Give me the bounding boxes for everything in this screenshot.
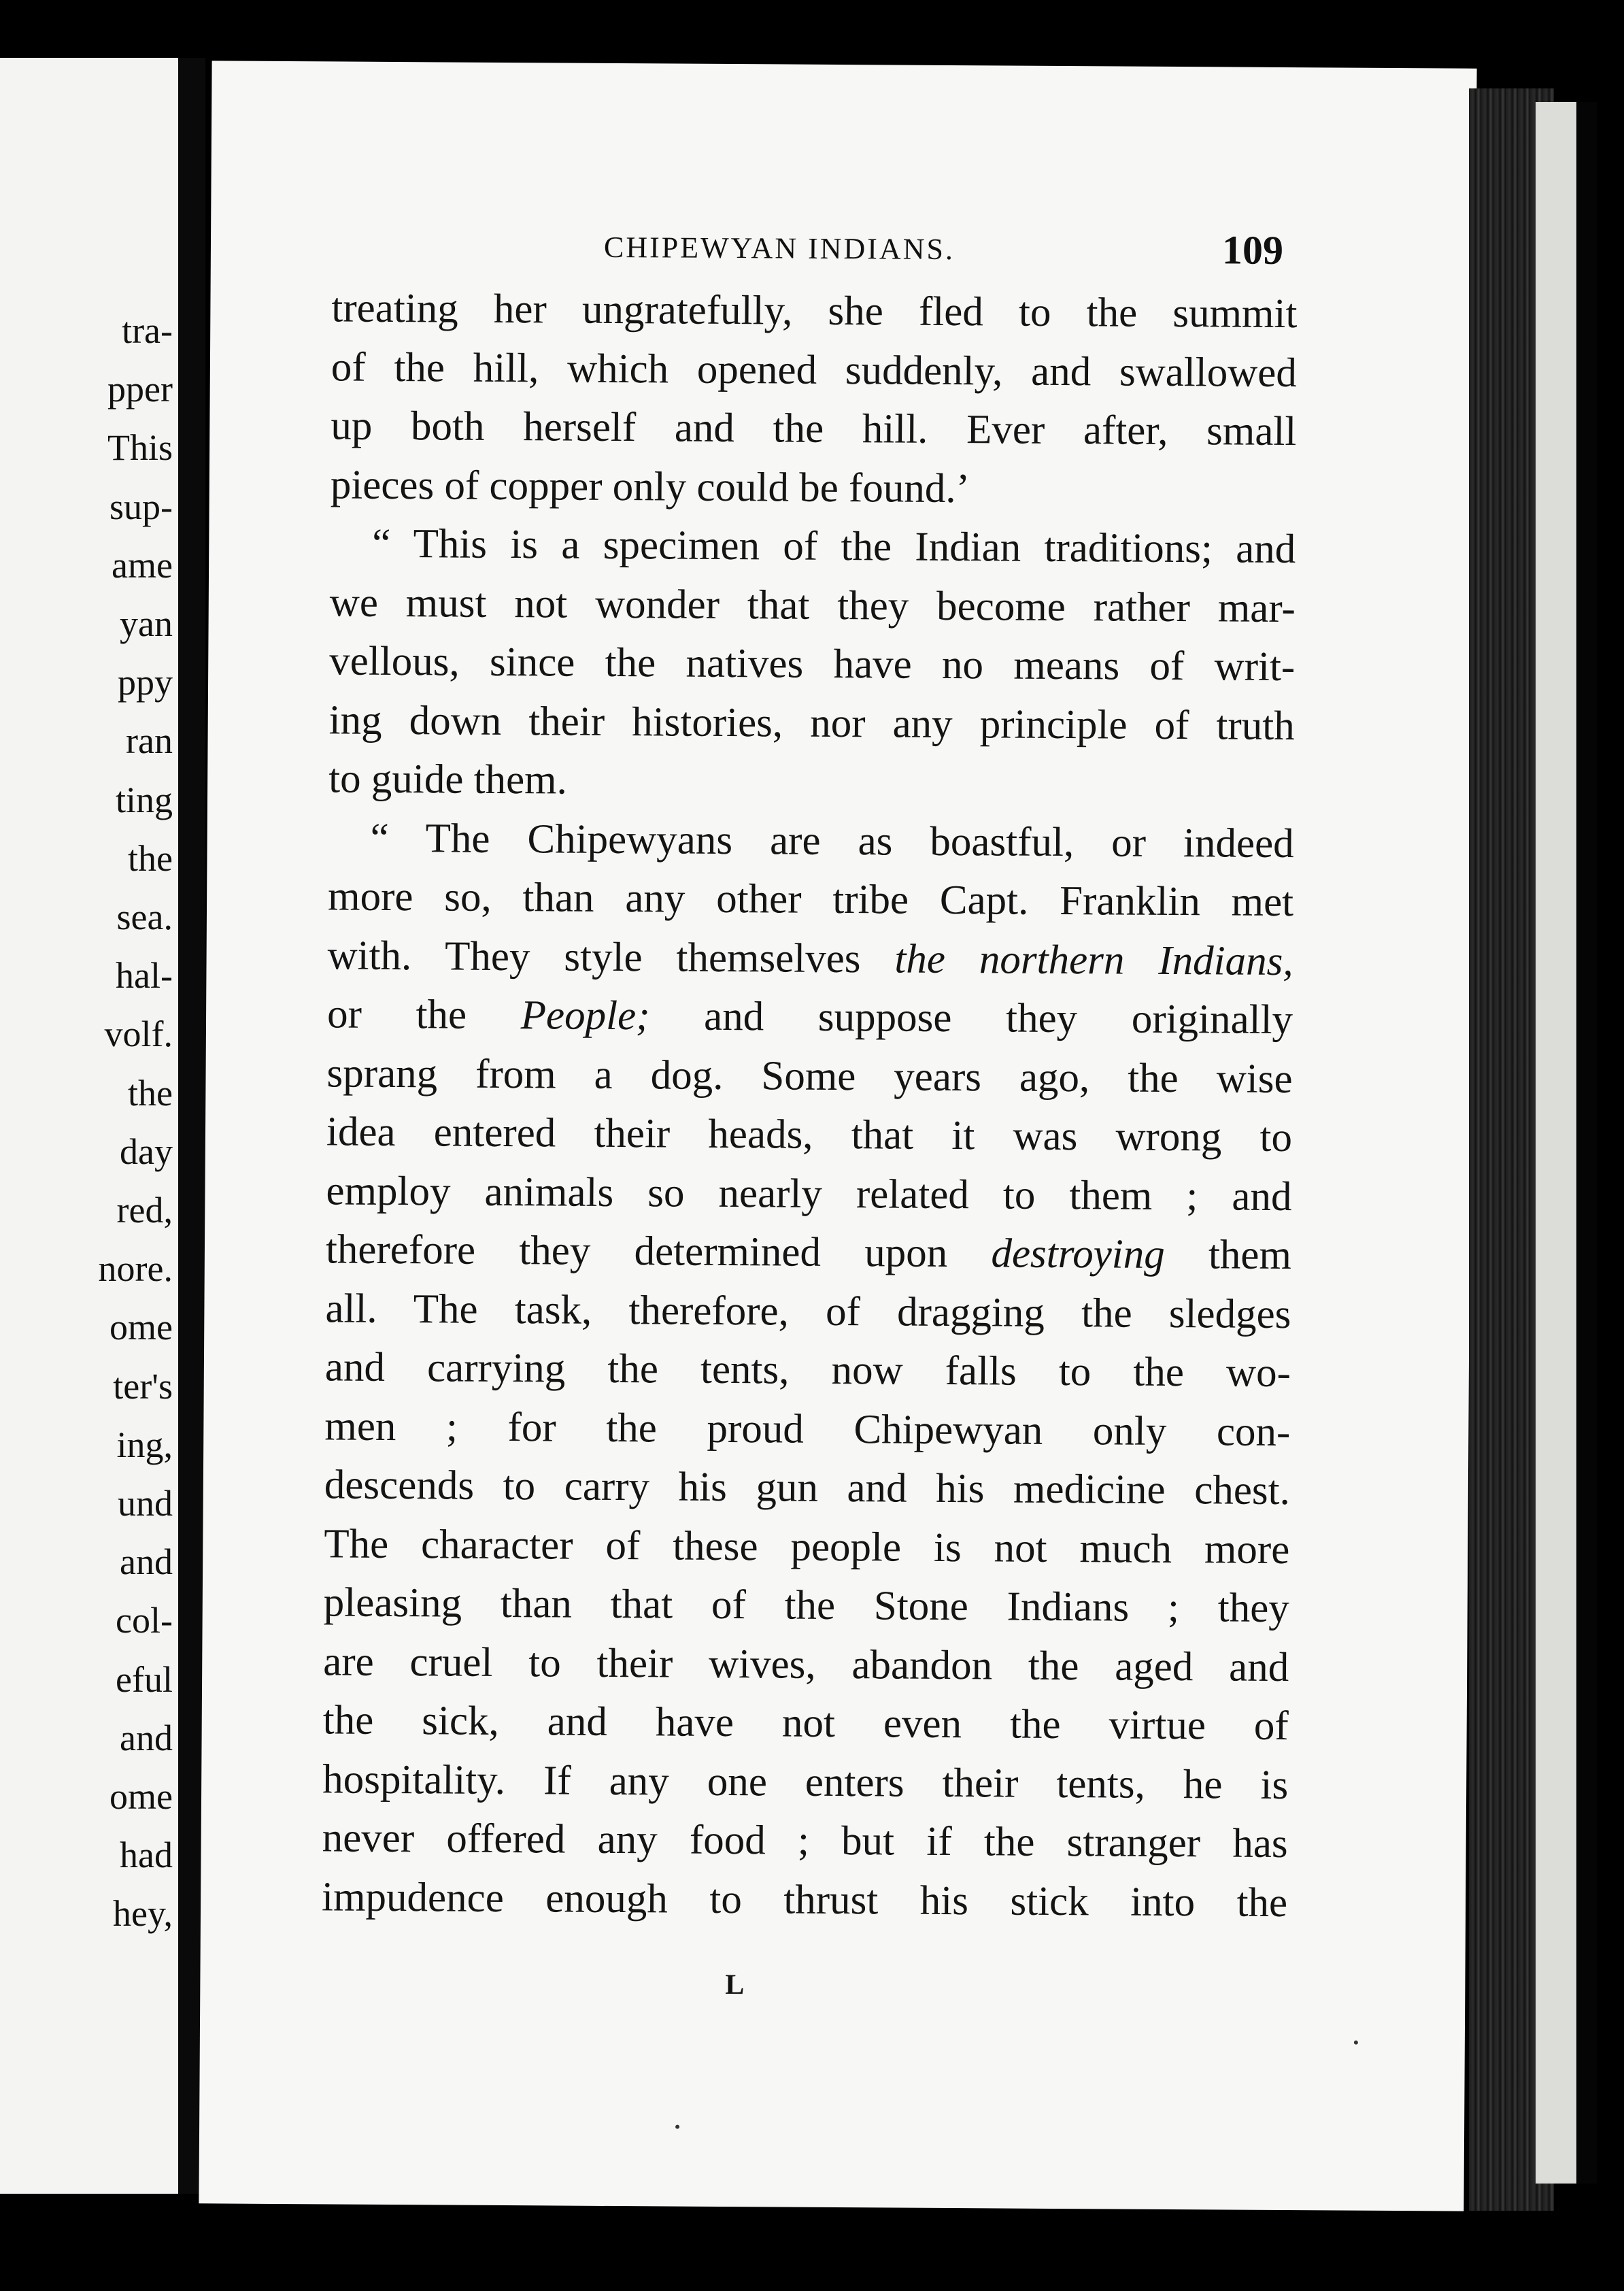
left-page-line-fragment: ome <box>109 1776 173 1817</box>
text-line-4: pieces of copper only could be found.’ <box>330 461 970 512</box>
text-line-16: employ animals so nearly related to them ; and <box>326 1167 1292 1220</box>
text-line-12: with. They style themselves the northern Indians, <box>327 932 1293 984</box>
left-page-line-fragment: ran <box>126 720 173 762</box>
text-line-18: all. The task, therefore, of dragging the sledges <box>325 1285 1291 1337</box>
text-line-23: pleasing than that of the Stone Indians ; they <box>323 1579 1289 1632</box>
text-line-21: descends to carry his gun and his medicine chest. <box>324 1462 1291 1514</box>
left-facing-page <box>0 58 185 2194</box>
text-line-15: idea entered their heads, that it was wrong to <box>326 1109 1293 1161</box>
left-page-line-fragment: hey, <box>113 1893 173 1935</box>
main-page <box>199 61 1476 2211</box>
text-line-22: The character of these people is not much more <box>324 1520 1290 1573</box>
text-line-25: the sick, and have not even the virtue of <box>322 1697 1289 1750</box>
body-text <box>322 279 1298 1933</box>
left-page-line-fragment: yan <box>120 603 173 644</box>
italic-phrase: the northern Indians, <box>894 936 1293 984</box>
signature-mark: L <box>725 1969 745 2001</box>
text-line-1: treating her ungratefully, she fled to the summit <box>331 285 1298 337</box>
paper-speck <box>1354 2041 1358 2045</box>
left-page-line-fragment: volf. <box>104 1014 173 1055</box>
text-line-19: and carrying the tents, now falls to the wo- <box>324 1344 1291 1397</box>
left-page-line-fragment: ame <box>112 544 173 586</box>
text-line-13: or the People; and suppose they originally <box>326 991 1293 1043</box>
text-line-8: ing down their histories, nor any principle of truth <box>328 697 1295 749</box>
left-page-line-fragment: This <box>107 427 173 469</box>
left-page-line-fragment: the <box>128 837 173 879</box>
left-page-line-fragment: und <box>118 1483 173 1524</box>
left-page-line-fragment: sup- <box>109 486 173 527</box>
text-line-6: we must not wonder that they become rather mar- <box>329 579 1296 631</box>
text-line-3: up both herself and the hill. Ever after, small <box>331 403 1297 455</box>
text-line-28: impudence enough to thrust his stick into the <box>321 1873 1288 1926</box>
left-page-line-fragment: hal- <box>116 955 173 997</box>
italic-phrase: People; <box>520 992 650 1039</box>
text-line-10: “ The Chipewyans are as boastful, or indeed <box>370 815 1294 867</box>
text-line-24: are cruel to their wives, abandon the aged and <box>323 1638 1289 1690</box>
left-page-line-fragment: ppy <box>118 662 173 703</box>
text-line-11: more so, than any other tribe Capt. Franklin met <box>327 873 1294 926</box>
left-page-line-fragment: and <box>120 1541 173 1583</box>
paper-speck <box>675 2125 679 2129</box>
text-line-20: men ; for the proud Chipewyan only con- <box>324 1403 1291 1455</box>
page-edge-light <box>1536 102 1576 2184</box>
page-edge-dark <box>1576 102 1597 2184</box>
running-head: CHIPEWYAN INDIANS. <box>603 230 955 267</box>
text-line-26: hospitality. If any one enters their tents, he is <box>322 1756 1289 1808</box>
text-line-2: of the hill, which opened suddenly, and swallowed <box>331 344 1298 396</box>
text-line-7: vellous, since the natives have no means of writ- <box>329 638 1296 690</box>
left-page-line-fragment: had <box>120 1835 173 1876</box>
italic-phrase: destroying <box>991 1231 1165 1277</box>
text-line-17: therefore they determined upon destroying them <box>325 1226 1292 1279</box>
left-page-line-fragment: col- <box>116 1600 173 1641</box>
left-page-line-fragment: ome <box>109 1307 173 1348</box>
left-page-line-fragment: ter's <box>113 1365 173 1407</box>
left-page-line-fragment: the <box>128 1072 173 1114</box>
page-number: 109 <box>1221 227 1284 273</box>
text-line-9: to guide them. <box>328 756 568 803</box>
left-page-line-fragment: red, <box>116 1190 173 1231</box>
left-page-line-fragment: pper <box>107 369 173 410</box>
left-page-line-fragment: and <box>120 1717 173 1758</box>
text-line-14: sprang from a dog. Some years ago, the wise <box>326 1050 1293 1102</box>
left-page-line-fragment: sea. <box>116 897 173 937</box>
left-page-line-fragment: nore. <box>98 1248 173 1290</box>
left-page-line-fragment: ing, <box>116 1424 173 1465</box>
text-line-27: never offered any food ; but if the stranger has <box>322 1815 1288 1867</box>
left-page-line-fragment: eful <box>116 1658 173 1700</box>
text-line-5: “ This is a specimen of the Indian traditions; and <box>372 520 1296 573</box>
left-page-line-fragment: ting <box>115 779 173 820</box>
left-page-line-fragment: tra- <box>122 310 173 351</box>
left-page-line-fragment: day <box>120 1131 173 1172</box>
